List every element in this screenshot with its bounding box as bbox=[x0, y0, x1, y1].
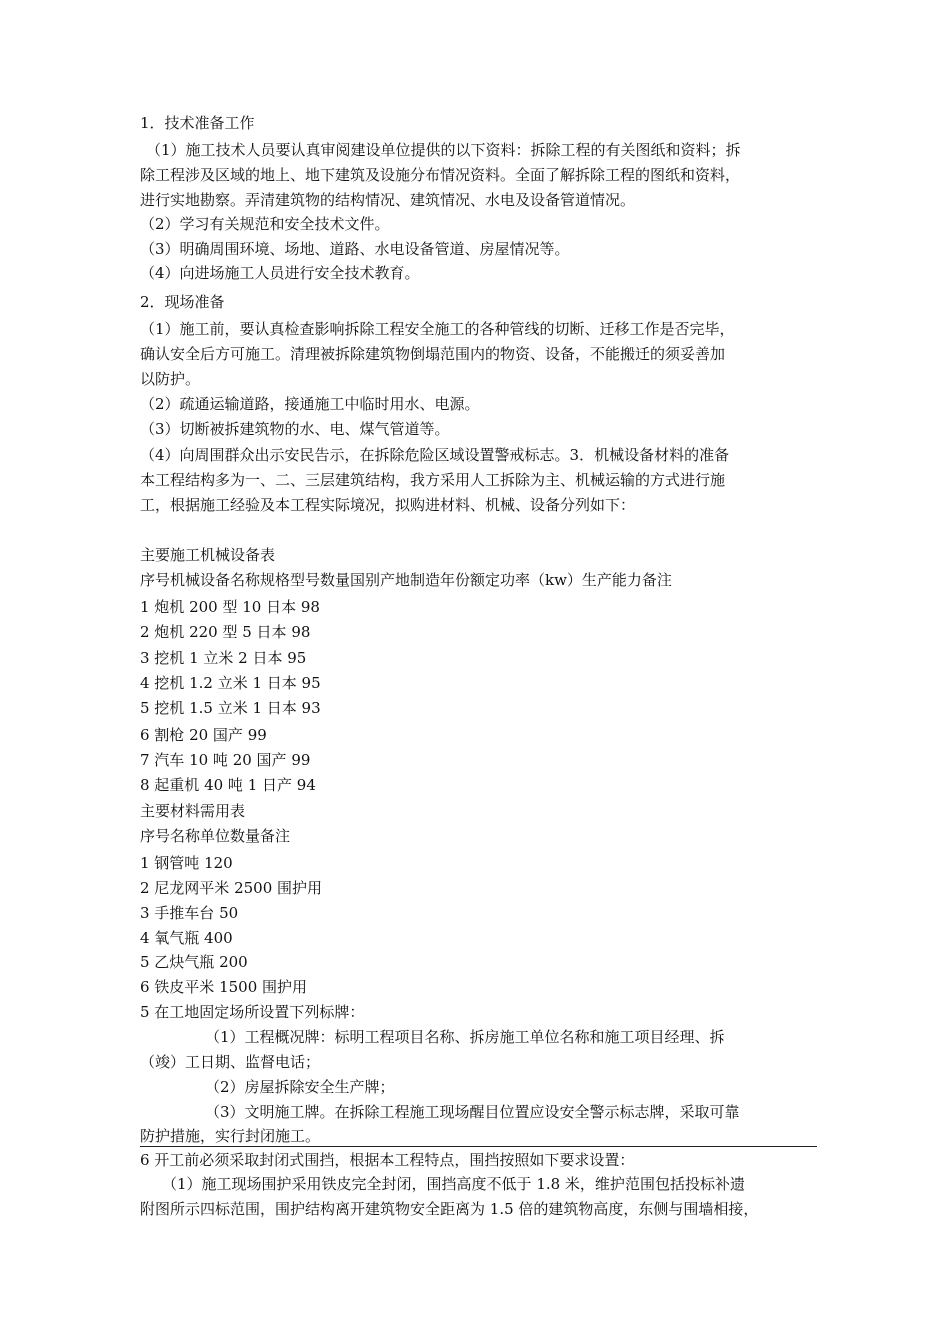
equipment-table-title: 主要施工机械设备表 bbox=[140, 546, 276, 564]
materials-row: 4 氧气瓶 400 bbox=[140, 929, 233, 947]
equipment-row: 2 炮机 220 型 5 日本 98 bbox=[140, 623, 311, 641]
signage-heading: 5 在工地固定场所设置下列标牌： bbox=[140, 1003, 365, 1021]
equipment-row: 3 挖机 1 立米 2 日本 95 bbox=[140, 649, 307, 667]
paragraph-line: 进行实地勘察。弄清建筑物的结构情况、建筑情况、水电及设备管道情况。 bbox=[140, 191, 636, 209]
materials-row: 2 尼龙网平米 2500 围护用 bbox=[140, 879, 323, 897]
paragraph-line: （4）向周围群众出示安民告示，在拆除危险区域设置警戒标志。3．机械设备材料的准备 bbox=[140, 446, 730, 464]
equipment-row: 6 割枪 20 国产 99 bbox=[140, 726, 267, 744]
paragraph-line: （2）房屋拆除安全生产牌； bbox=[205, 1078, 395, 1096]
materials-table-title: 主要材料需用表 bbox=[140, 802, 246, 820]
paragraph-line: （竣）工日期、监督电话； bbox=[140, 1053, 321, 1071]
equipment-row: 7 汽车 10 吨 20 国产 99 bbox=[140, 751, 311, 769]
paragraph-line: 确认安全后方可施工。清理被拆除建筑物倒塌范围内的物资、设备，不能搬迁的须妥善加 bbox=[140, 345, 726, 363]
materials-row: 3 手推车台 50 bbox=[140, 904, 239, 922]
materials-table-header: 序号名称单位数量备注 bbox=[140, 827, 291, 845]
paragraph-line: （1）工程概况牌：标明工程项目名称、拆房施工单位名称和施工项目经理、拆 bbox=[205, 1028, 725, 1046]
horizontal-rule bbox=[140, 1146, 817, 1147]
paragraph-line: 附图所示四标范围，围护结构离开建筑物安全距离为 1.5 倍的建筑物高度，东侧与围墙相接， bbox=[140, 1200, 759, 1218]
paragraph-line: （4）向进场施工人员进行安全技术教育。 bbox=[140, 264, 420, 282]
paragraph-line: （3）明确周围环境、场地、道路、水电设备管道、房屋情况等。 bbox=[140, 240, 570, 258]
paragraph-line: （3）切断被拆建筑物的水、电、煤气管道等。 bbox=[140, 420, 450, 438]
heading-technical-prep: 1．技术准备工作 bbox=[140, 114, 255, 132]
paragraph-line: （1）施工技术人员要认真审阅建设单位提供的以下资料：拆除工程的有关图纸和资料；拆 bbox=[146, 141, 741, 159]
materials-row: 6 铁皮平米 1500 围护用 bbox=[140, 978, 308, 996]
paragraph-line: 除工程涉及区域的地上、地下建筑及设施分布情况资料。全面了解拆除工程的图纸和资料， bbox=[140, 166, 741, 184]
paragraph-line: 本工程结构多为一、二、三层建筑结构，我方采用人工拆除为主、机械运输的方式进行施 bbox=[140, 471, 726, 489]
paragraph-line: （2）疏通运输道路，接通施工中临时用水、电源。 bbox=[140, 395, 480, 413]
equipment-row: 8 起重机 40 吨 1 日产 94 bbox=[140, 776, 316, 794]
materials-row: 1 钢管吨 120 bbox=[140, 854, 233, 872]
paragraph-line: 工，根据施工经验及本工程实际境况，拟购进材料、机械、设备分列如下： bbox=[140, 496, 636, 514]
enclosure-heading: 6 开工前必须采取封闭式围挡，根据本工程特点，围挡按照如下要求设置： bbox=[140, 1151, 635, 1169]
paragraph-line: 防护措施，实行封闭施工。 bbox=[140, 1127, 321, 1145]
paragraph-line: （3）文明施工牌。在拆除工程施工现场醒目位置应设安全警示标志牌，采取可靠 bbox=[205, 1103, 740, 1121]
paragraph-line: 以防护。 bbox=[140, 370, 201, 388]
paragraph-line: （2）学习有关规范和安全技术文件。 bbox=[140, 215, 390, 233]
equipment-table-header: 序号机械设备名称规格型号数量国别产地制造年份额定功率（kw）生产能力备注 bbox=[140, 571, 672, 589]
heading-site-prep: 2．现场准备 bbox=[140, 293, 225, 311]
materials-row: 5 乙炔气瓶 200 bbox=[140, 953, 248, 971]
paragraph-line: （1）施工现场围护采用铁皮完全封闭，围挡高度不低于 1.8 米，维护范围包括投标补遗 bbox=[162, 1175, 745, 1193]
equipment-row: 1 炮机 200 型 10 日本 98 bbox=[140, 598, 320, 616]
paragraph-line: （1）施工前，要认真检查影响拆除工程安全施工的各种管线的切断、迁移工作是否完毕， bbox=[140, 320, 735, 338]
equipment-row: 5 挖机 1.5 立米 1 日本 93 bbox=[140, 699, 321, 717]
equipment-row: 4 挖机 1.2 立米 1 日本 95 bbox=[140, 674, 321, 692]
